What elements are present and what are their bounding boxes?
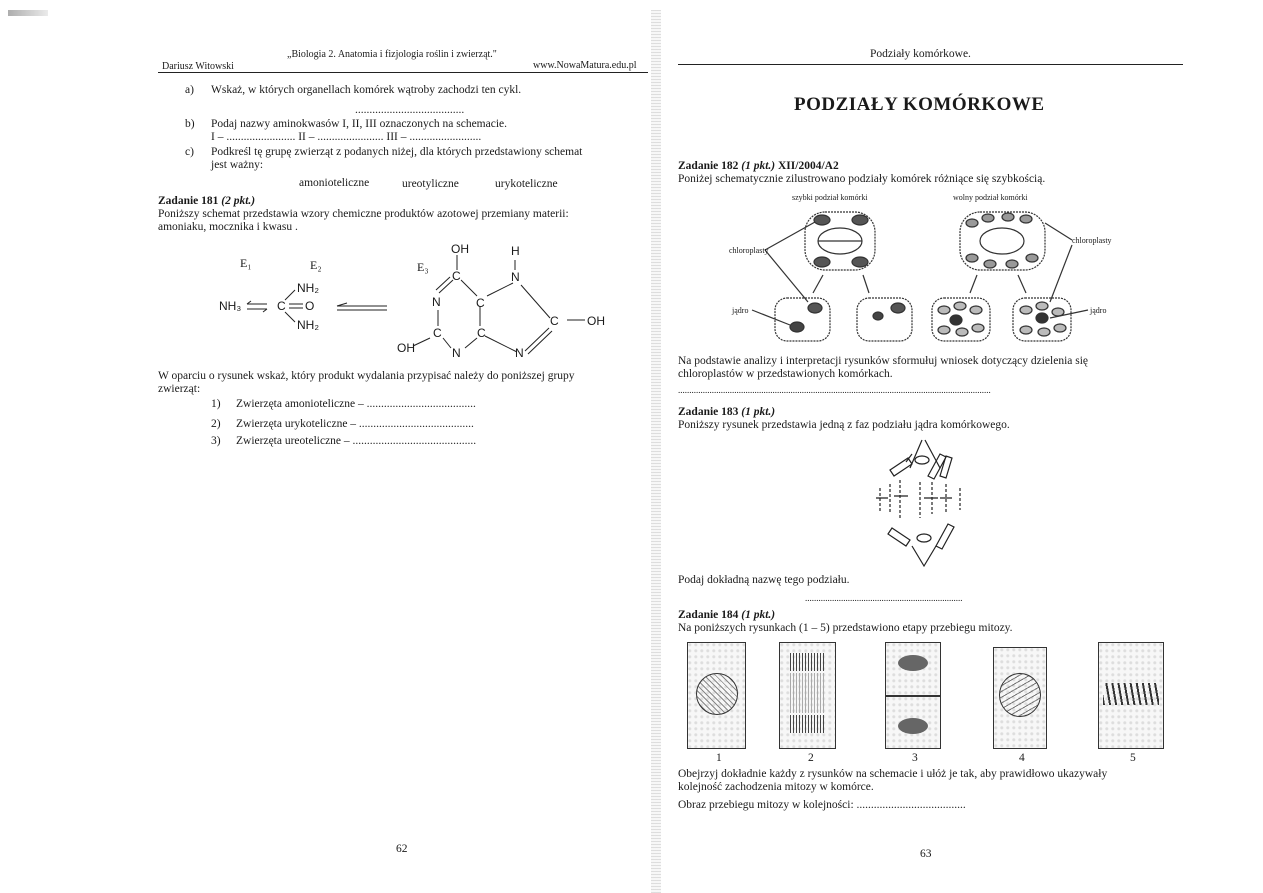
enzyme-e3-label: E₃	[417, 260, 429, 274]
mitosis-stage-3	[885, 642, 941, 749]
enzyme-e1-label: E₁	[240, 256, 252, 270]
header-rule-right	[678, 64, 1183, 65]
urea-oxygen: O	[305, 299, 315, 313]
fast-division-label: szybki podział komórki	[792, 193, 868, 202]
chloroplast-division-diagram	[720, 190, 1140, 345]
item-a-label: a)	[185, 84, 194, 96]
mitosis-stage-2	[779, 642, 836, 749]
task-182-text: Poniżej schematycznie zilustrowano podziały komórek różniące się szybkością.	[678, 173, 1046, 185]
item-b-answers: I – ........................ II – ....................... III – .........................	[211, 131, 482, 143]
nucleus-label-left: jądro	[732, 306, 749, 315]
task-183-text: Poniższy rysunek przedstawia jedną z faz podziału jądra komórkowego.	[678, 419, 1010, 431]
task-183-heading	[678, 406, 775, 419]
uric-oh-right: OH	[587, 314, 605, 328]
task-183-points: (1 pkt.)	[741, 406, 776, 418]
ammonia-formula: NH₃	[219, 299, 242, 313]
task-182-question-1: Na podstawie analizy i interpretacji rysunków sformułuj wniosek dotyczący dzielenia się	[678, 355, 1089, 367]
answer-2-text: Zwierzęta urykoteliczne – ........................................	[236, 418, 474, 430]
uric-n9: N	[515, 346, 524, 360]
page-number-right: 63	[920, 848, 932, 860]
uric-c5: C	[476, 296, 485, 310]
task-181-question-2: zwierząt:	[158, 383, 201, 395]
scan-artifact	[8, 10, 48, 16]
mitosis-stage-4	[993, 647, 1047, 749]
urea-nh2-bottom: NH₂	[297, 318, 319, 332]
task-184-text: Na poniższych rysunkach (1 – 5) przedstawiono etapy przebiegu mitozy.	[678, 622, 1013, 634]
item-a-text: Wskaż, w których organellach komórek wątroby zachodzi ten cykl.	[211, 84, 522, 96]
nucleus-label-right: jądro	[1090, 306, 1107, 315]
stage-number-5: 5	[1130, 752, 1136, 764]
chloroplasts-label-left: chloroplasty	[729, 246, 769, 255]
running-title: Podziały komórkowe.	[870, 48, 971, 60]
task-181-heading	[158, 195, 255, 208]
chloroplasts-label-right: chloroplasty	[1072, 236, 1112, 245]
task-182-title: Zadanie 182	[678, 160, 739, 172]
task-181-points: (2 pkt.)	[221, 195, 256, 207]
urea-carbon: C	[277, 299, 286, 313]
task-182-points: (1 pkt.)	[741, 160, 776, 172]
task-181-text-1: Poniższy schemat przedstawia wzory chemiczne produktów azotowej przemiany materii:	[158, 208, 569, 220]
item-c-text-2: jest ważny:	[211, 159, 264, 171]
task-184-answer-prompt: Obraz przebiegu mitozy w kolejności: ......................................	[678, 799, 966, 811]
option-ureotyliczne: ureotyliczne	[402, 178, 459, 190]
chapter-title: PODZIAŁY KOMÓRKOWE	[794, 94, 1045, 115]
answer-3-num: 3)	[211, 435, 221, 447]
item-b-text: Podaj nazwy aminokwasów I, II, III oznaczonych na schemacie.	[211, 118, 508, 130]
cell-diagram-graphic	[720, 190, 1140, 345]
website: www.NowaMatura.edu.pl	[533, 60, 637, 71]
task-184-instruction-1: Obejrzyj dokładnie każdy z rysunków na schemacie i ułóż je tak, aby prawidłowo ukazywały	[678, 768, 1108, 780]
task-184-heading	[678, 609, 775, 622]
nitrogen-products-diagram	[219, 238, 625, 363]
stage-number-1: 1	[716, 752, 722, 764]
book-gutter	[651, 10, 661, 893]
task-183-title: Zadanie 183	[678, 406, 739, 418]
task-181-title: Zadanie 181	[158, 195, 219, 207]
item-c-label: c)	[185, 146, 194, 158]
uric-c4: C	[477, 326, 486, 340]
uric-n1: N	[432, 295, 441, 309]
uric-c2: C	[433, 326, 442, 340]
task-182-question-2: chloroplastów w przedstawionych komórkach.	[678, 368, 893, 380]
answer-1-text: Zwierzęta amonioteliczne – ......................................	[236, 398, 476, 410]
answer-1-num: 1)	[211, 398, 221, 410]
page-number-left: 62	[396, 843, 408, 855]
task-182-answer-line: ...........................................................................................................................................	[678, 385, 991, 395]
task-182-code: XII/2004/A2	[778, 160, 839, 172]
option-urykoteliczne: urykoteliczne	[495, 178, 558, 190]
anaphase-diagram	[870, 438, 980, 568]
mitosis-stage-1	[687, 642, 746, 749]
anaphase-graphic	[870, 438, 980, 568]
uric-oh-left: OH	[397, 341, 415, 355]
task-182-heading	[678, 160, 839, 173]
slow-division-label: wolny podział komórki	[953, 193, 1028, 202]
header-rule	[158, 72, 648, 73]
task-183-answer-line: ......................................................................	[805, 593, 963, 603]
task-183-question: Podaj dokładną nazwę tego podziału.	[678, 574, 850, 586]
task-184-points: (1 pkt.)	[741, 609, 776, 621]
uric-n3: N	[452, 346, 461, 360]
option-amonioteliczne: amonioteliczne	[299, 177, 370, 189]
item-a-answer-line: ......................................	[355, 104, 465, 116]
uric-n7: N	[511, 270, 520, 284]
stage-number-2: 2	[808, 752, 814, 764]
task-184-instruction-2: kolejność zachodzenia mitozy w komórce.	[678, 781, 874, 793]
uric-h: H	[511, 244, 520, 258]
answer-2-num: 2)	[211, 418, 221, 430]
task-181-text-2: amoniaku, mocznika i kwasu .	[158, 221, 298, 233]
stage-number-4: 4	[1019, 752, 1025, 764]
enzyme-e2-label: E₂	[310, 258, 322, 272]
uric-c8: C	[550, 314, 559, 328]
book-title: „Biologia 2. Anatomia i fizjologia roślin i zwierząt."	[287, 49, 497, 60]
uric-c1: C	[452, 269, 461, 283]
author: Dariusz Witowski	[162, 61, 234, 72]
task-184-title: Zadanie 184	[678, 609, 739, 621]
item-c-text-1: Podkreśl tę grupę zwierząt z podanych niżej, dla których przedstawiony schemat	[211, 146, 583, 158]
task-181-question-1: W oparciu o rysunek wskaż, który produkt wydalania przypisać należy do poniższej grupy	[158, 370, 575, 382]
answer-3-text: Zwierzęta ureoteliczne – ...........................................	[236, 435, 477, 447]
urea-nh2-top: NH₂	[297, 281, 319, 295]
stage-number-3: 3	[912, 752, 918, 764]
mitosis-stage-5	[1098, 642, 1164, 749]
item-b-label: b)	[185, 118, 195, 130]
uric-oh-top: OH	[451, 242, 469, 256]
